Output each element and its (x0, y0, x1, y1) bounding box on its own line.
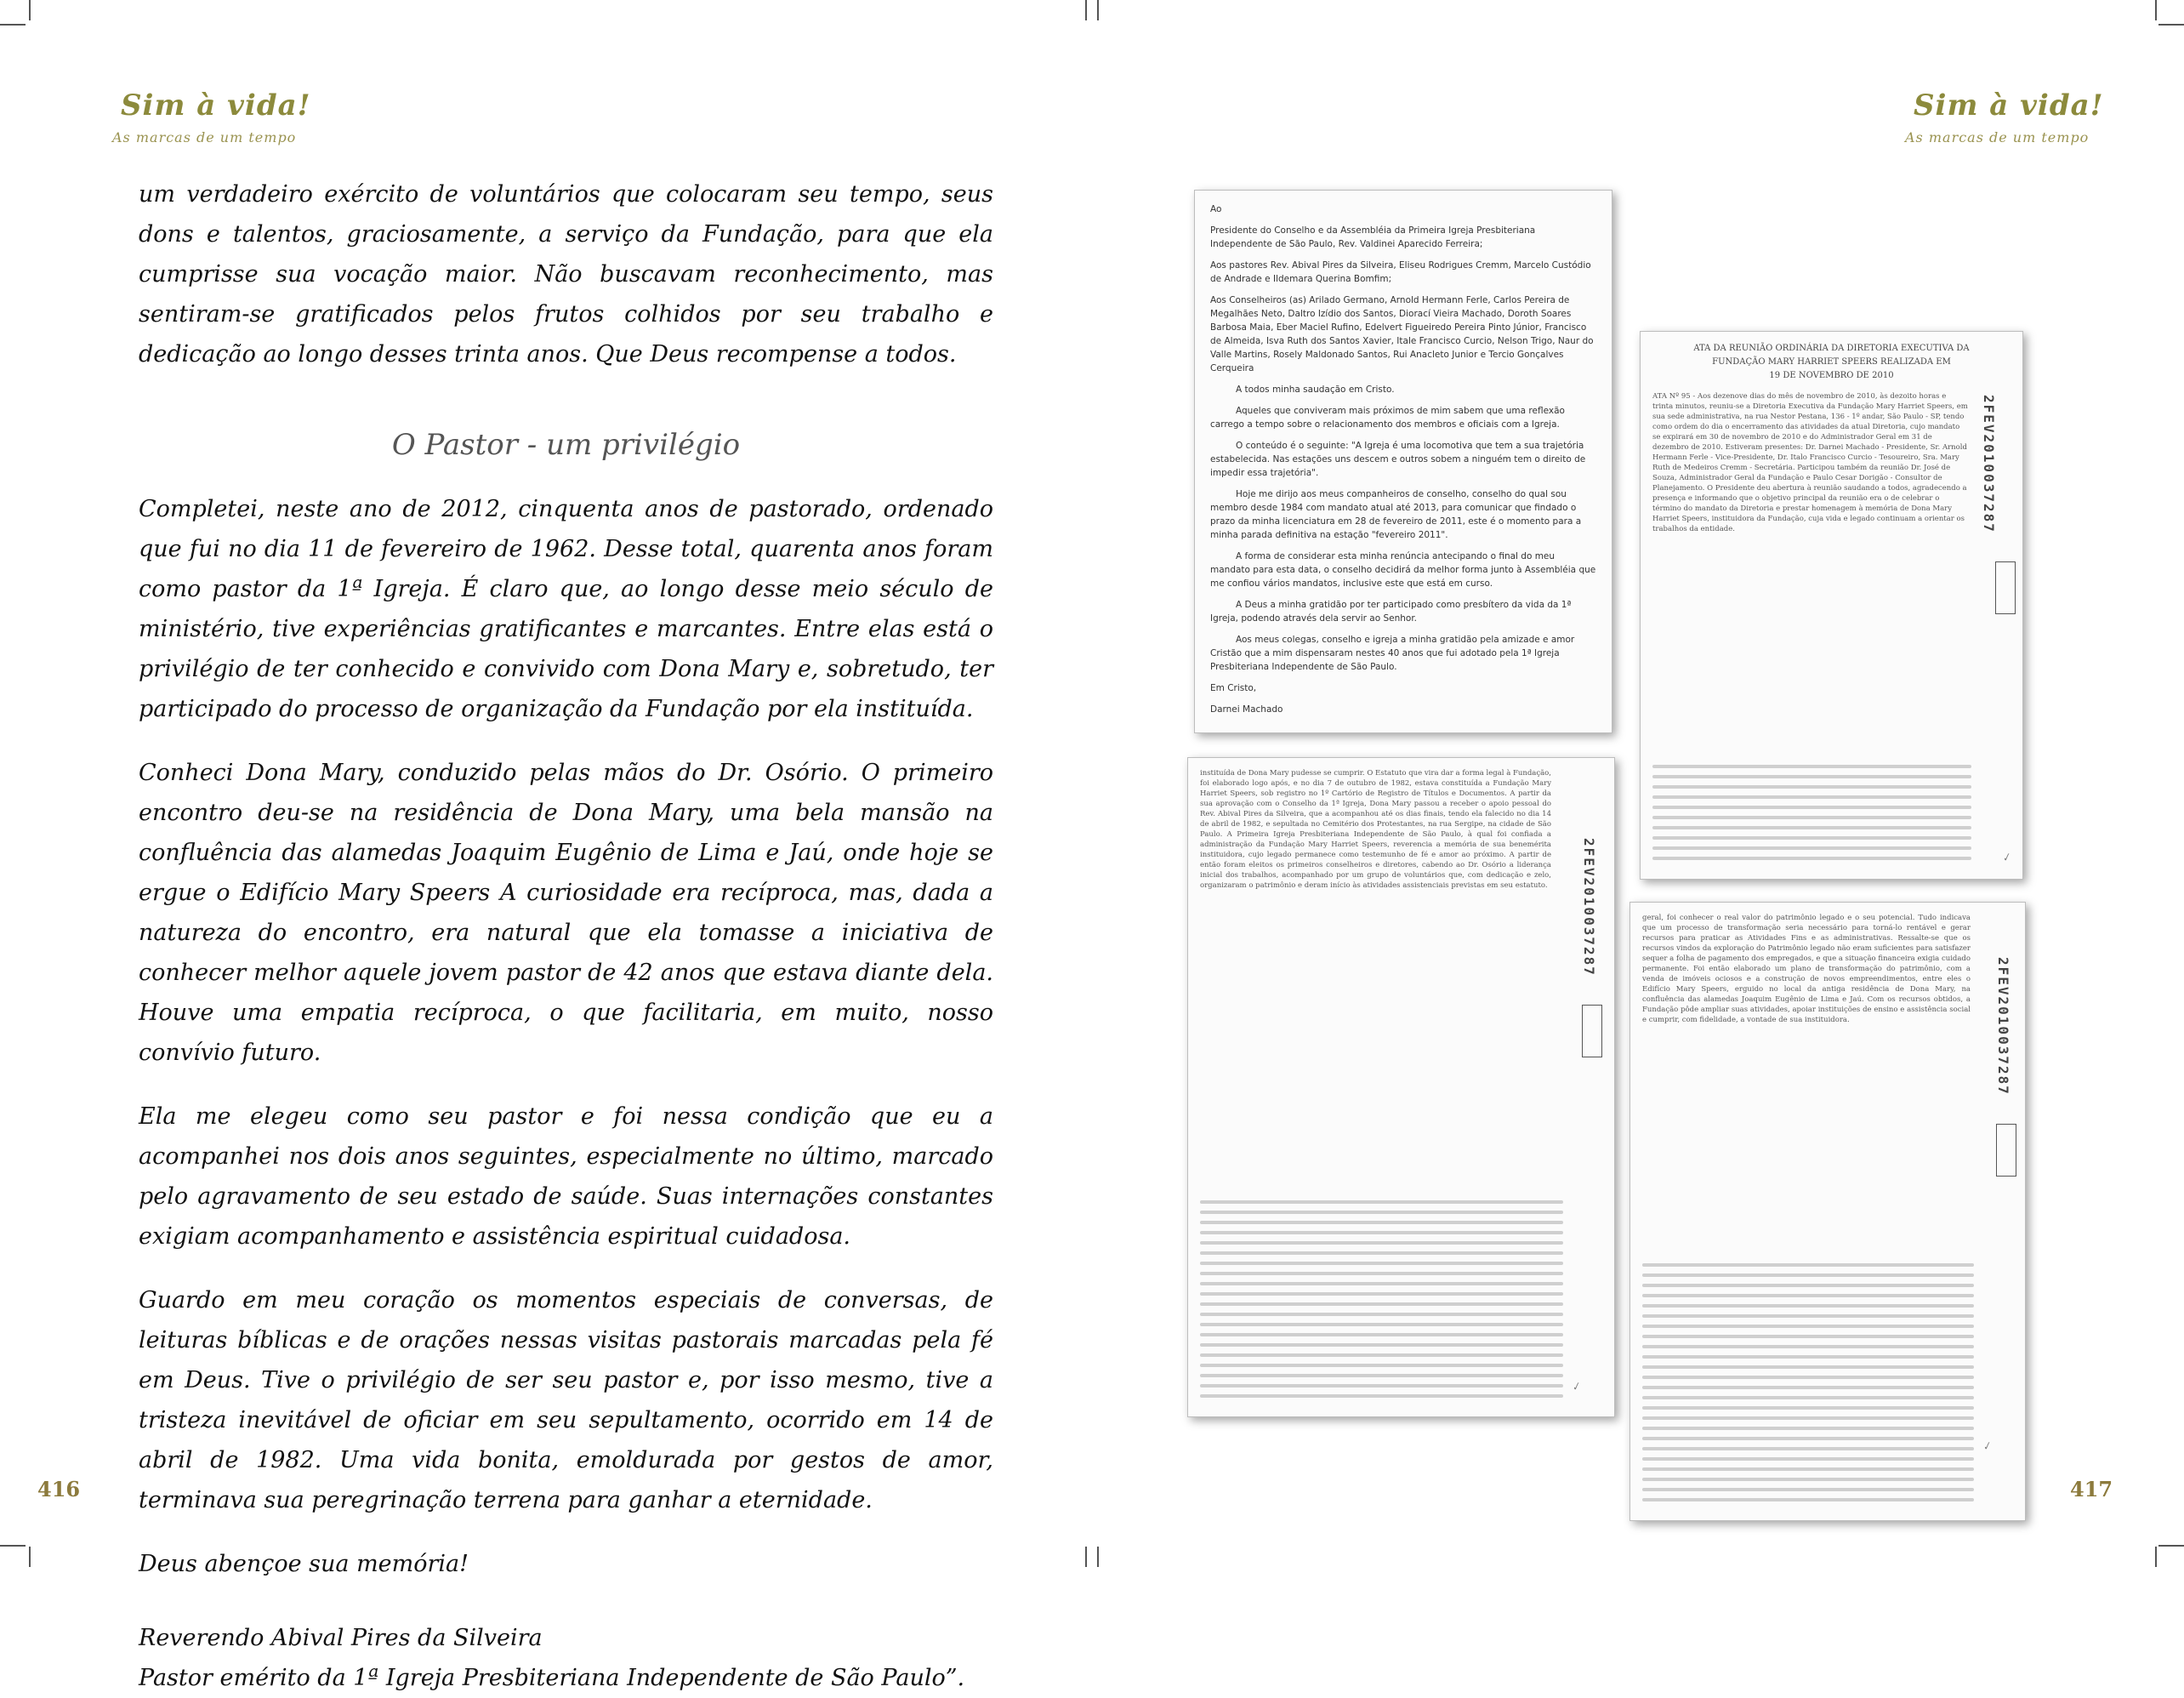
box-stamp (1582, 1005, 1602, 1057)
box-stamp (1996, 1124, 2016, 1177)
signature-block (139, 1618, 993, 1698)
crop-mark (29, 0, 31, 20)
initials-mark: ✓ (1569, 1379, 1583, 1394)
letter-line: Aqueles que conviveram mais próximos de mim sabem que uma reflexão carrego a tempo sobre o relacionamento dos membros e oficiais com a Igreja. (1210, 406, 1565, 430)
crop-mark (2155, 0, 2157, 20)
initials-mark: ✓ (1999, 850, 2013, 865)
letter-line: Hoje me dirijo aos meus companheiros de conselho, conselho do qual sou membro desde 1984 com mandato atual até 2013, para comunicar que findado o prazo da minha licenciatura em 28 de fevereiro de 2011, este é o momento para a minha parada definitiva na estação "fevereiro 2011". (1210, 489, 1582, 540)
registry-stamp: 2FEV2010037287 (1581, 838, 1597, 977)
letter-line: Em Cristo, (1210, 683, 1257, 693)
crop-mark (0, 24, 26, 26)
registry-stamp: 2FEV2010037287 (1995, 957, 2011, 1096)
box-stamp (1995, 561, 2016, 614)
section-title: O Pastor - um privilégio (391, 428, 741, 462)
letter-line: A todos minha saudação em Cristo. (1236, 385, 1395, 395)
ata-heading (1652, 342, 2011, 383)
page-number-right: 417 (2070, 1477, 2113, 1501)
letter-line: Aos pastores Rev. Abival Pires da Silveira, Eliseu Rodrigues Cremm, Marcelo Custódio de Andrade e Ildemara Querina Bomfim; (1210, 260, 1591, 284)
letter-line: A forma de considerar esta minha renúncia antecipando o final do meu mandato para esta data, o conselho decidirá da melhor forma junto à Assembléia que me confiou vários mandatos, inclusive este que está em curso. (1210, 551, 1596, 589)
ata-heading-line: ATA DA REUNIÃO ORDINÁRIA DA DIRETORIA EXECUTIVA DA (1693, 344, 1970, 353)
crop-mark (2158, 24, 2184, 26)
crop-mark (1097, 1547, 1099, 1567)
scanned-minutes-page-2 (1629, 902, 2026, 1521)
paragraph: um verdadeiro exército de voluntários que colocaram seu tempo, seus dons e talentos, graciosamente, a serviço da Fundação, para que ela cumprisse sua vocação maior. Não buscavam reconhecimento, mas sentiram-se gratificados pelos frutos colhidos por seu trabalho e dedicação ao longo desses trinta anos. Que Deus recompense a todos. (139, 181, 993, 368)
letter-line: Ao (1210, 204, 1222, 214)
paragraph: Ela me elegeu como seu pastor e foi nessa condição que eu a acompanhei nos dois anos seguintes, especialmente no último, marcado pelo agravamento de seu estado de saúde. Suas internações constantes exigiam acompanhamento e assistência espiritual cuidadosa. (139, 1103, 993, 1250)
crop-mark (0, 1545, 26, 1547)
letter-line: O conteúdo é o seguinte: "A Igreja é uma locomotiva que tem a sua trajetória estabelecida. Nas estações uns descem e outros sobem a ninguém tem o direito de impedir essa trajetória". (1210, 441, 1586, 478)
ata-heading-line: FUNDAÇÃO MARY HARRIET SPEERS REALIZADA EM (1712, 357, 1951, 367)
illegible-text (1642, 1256, 1974, 1508)
crop-mark (2155, 1547, 2157, 1567)
signature-name: Reverendo Abival Pires da Silveira (139, 1625, 543, 1651)
running-head-title: Sim à vida! (1914, 88, 2104, 123)
scanned-letter (1194, 190, 1612, 733)
page-number-left: 416 (37, 1477, 81, 1501)
ata-heading-line: 19 DE NOVEMBRO DE 2010 (1769, 371, 1894, 380)
crop-mark (1085, 1547, 1087, 1567)
registry-stamp: 2FEV2010037287 (1981, 395, 1997, 533)
paragraph: Deus abençoe sua memória! (139, 1551, 469, 1577)
paragraph: Completei, neste ano de 2012, cinquenta anos de pastorado, ordenado que fui no dia 11 de fevereiro de 1962. Desse total, quarenta anos foram como pastor da 1ª Igreja. É claro que, ao longo desse meio século de ministério, tive experiências gratificantes e marcantes. Entre elas está o privilégio de ter conhecido e convivido com Dona Mary e, sobretudo, ter participado do processo de organização da Fundação por ela instituída. (139, 496, 993, 722)
crop-mark (1097, 0, 1099, 20)
letter-signer: Darnei Machado (1210, 704, 1283, 715)
minutes-body: instituída de Dona Mary pudesse se cumprir. O Estatuto que vira dar a forma legal à Fundação, foi elaborado logo após, e no dia 7 de outubro de 1982, estava constituída a Fundação Mary Harriet Speers, sob registro no 1º Cartório de Registro de Títulos e Documentos. A partir da sua aprovação com o Conselho da 1ª Igreja, Dona Mary passou a receber o apoio pessoal do Rev. Abival Pires da Silveira, que a acompanhou até os dias finais, tendo ela falecido no dia 14 de abril de 1982, e sepultada no Cemitério dos Protestantes, na rua Sergipe, na cidade de São Paulo. A Primeira Igreja Presbiteriana Independente de São Paulo, à qual foi confiada a administração da Fundação Mary Harriet Speers, reverencia a memória de sua benemérita instituidora, cujo legado permanece como testemunho de fé e amor ao próximo. A partir de então foram eleitos os primeiros conselheiros e diretores, cabendo ao Dr. Osório a liderança inicial dos trabalhos, acompanhado por um grupo de voluntários que, com dedicação e zelo, organizaram o patrimônio e deram início às atividades assistenciais previstas em seu estatuto. (1200, 769, 1551, 890)
running-head-subtitle: As marcas de um tempo (112, 129, 297, 145)
crop-mark (29, 1547, 31, 1567)
running-head-subtitle: As marcas de um tempo (1905, 129, 2090, 145)
letter-line: Presidente do Conselho e da Assembléia da Primeira Igreja Presbiteriana Independente de São Paulo, Rev. Valdinei Aparecido Ferreira; (1210, 225, 1536, 249)
illegible-text (1200, 1194, 1563, 1405)
signature-title: Pastor emérito da 1ª Igreja Presbiteriana Independente de São Paulo”. (139, 1665, 965, 1691)
crop-mark (2158, 1545, 2184, 1547)
paragraph: Guardo em meu coração os momentos especiais de conversas, de leituras bíblicas e de orações nessas visitas pastorais marcadas pela fé em Deus. Tive o privilégio de ser seu pastor e, por isso mesmo, tive a tristeza inevitável de oficiar em seu sepultamento, ocorrido em 14 de abril de 1982. Uma vida bonita, emoldurada por gestos de amor, terminava sua peregrinação terrena para ganhar a eternidade. (139, 1287, 993, 1513)
left-page (0, 0, 1092, 1691)
initials-mark: ✓ (1980, 1439, 1993, 1454)
scanned-ata (1640, 331, 2023, 880)
running-head-title: Sim à vida! (121, 88, 311, 123)
letter-line: A Deus a minha gratidão por ter participado como presbítero da vida da 1ª Igreja, podendo através dela servir ao Senhor. (1210, 600, 1572, 624)
scanned-minutes-page-1 (1187, 757, 1615, 1417)
body-text (139, 174, 993, 1698)
letter-line: Aos Conselheiros (as) Arilado Germano, Arnold Hermann Ferle, Carlos Pereira de Megalhães Neto, Daltro Izídio dos Santos, Diorací Vieira Machado, Doroth Soares Barbosa Maia, Eber Maciel Rufino, Edelvert Figueiredo Pereira Pinto Júnior, Francisco de Almeida, Isva Ruth dos Santos Xavier, Itale Francisco Curcio, Nelson Trigo, Naur do Valle Martins, Rosely Maldonado Santos, Rui Anacleto Junior e Tercio Gonçalves Cerqueira (1210, 295, 1594, 373)
crop-mark (1085, 0, 1087, 20)
minutes-body: geral, foi conhecer o real valor do patrimônio legado e o seu potencial. Tudo indicava que um processo de transformação seria necessário para torná-lo rentável e gerar recursos para praticar as Atividades Fins e as administrativas. Ressalte-se que os recursos vindos da exploração do Patrimônio legado não eram suficientes para satisfazer sequer a folha de pagamento dos empregados, e que a situação financeira exigia cuidado permanente. Foi então elaborado um plano de transformação do patrimônio, com a venda de imóveis ociosos e a construção de novos empreendimentos, entre eles o Edifício Mary Speers, erguido no local da antiga residência de Dona Mary, na confluência das alamedas Joaquim Eugênio de Lima e Jaú. Com os recursos obtidos, a Fundação pôde ampliar suas atividades, apoiar instituições de ensino e assistência social e cumprir, com fidelidade, a vontade de sua instituidora. (1642, 914, 1971, 1024)
letter-line: Aos meus colegas, conselho e igreja a minha gratidão pela amizade e amor Cristão que a mim dispensaram nestes 40 anos que fui adotado pela 1ª Igreja Presbiteriana Independente de São Paulo. (1210, 635, 1575, 672)
paragraph: Conheci Dona Mary, conduzido pelas mãos do Dr. Osório. O primeiro encontro deu-se na residência de Dona Mary, uma bela mansão na confluência das alamedas Joaquim Eugênio de Lima e Jaú, onde hoje se ergue o Edifício Mary Speers A curiosidade era recíproca, mas, dada a natureza do encontro, era natural que ela tomasse a iniciativa de conhecer melhor aquele jovem pastor de 42 anos que estava diante dela. Houve uma empatia recíproca, o que facilitaria, em muito, nosso convívio futuro. (139, 760, 993, 1066)
illegible-text (1652, 758, 1971, 867)
ata-body: ATA Nº 95 - Aos dezenove dias do mês de novembro de 2010, às dezoito horas e trinta minutos, reuniu-se a Diretoria Executiva da Fundação Mary Harriet Speers, em sua sede administrativa, na rua Nestor Pestana, 136 - 1º andar, São Paulo - SP, tendo como ordem do dia o encerramento das atividades da atual Diretoria, cujo mandato se expirará em 30 de novembro de 2010 e do Administrador Geral em 31 de dezembro de 2010. Estiveram presentes: Dr. Darnei Machado - Presidente, Sr. Arnold Hermann Ferle - Vice-Presidente, Dr. Italo Francisco Curcio - Tesoureiro, Sra. Mary Ruth de Medeiros Cremm - Secretária. Participou também da reunião Dr. José de Souza, Administrador Geral da Fundação e Paulo Cesar Dorigão - Consultor de Planejamento. O Presidente deu abertura à reunião saudando a todos, agradecendo a presença e informando que o objetivo principal da reunião era o de celebrar o término do mandato da Diretoria e prestar homenagem à memória de Dona Mary Harriet Speers, instituidora da Fundação, cuja vida e legado continuam a orientar os trabalhos da entidade. (1652, 392, 1968, 533)
